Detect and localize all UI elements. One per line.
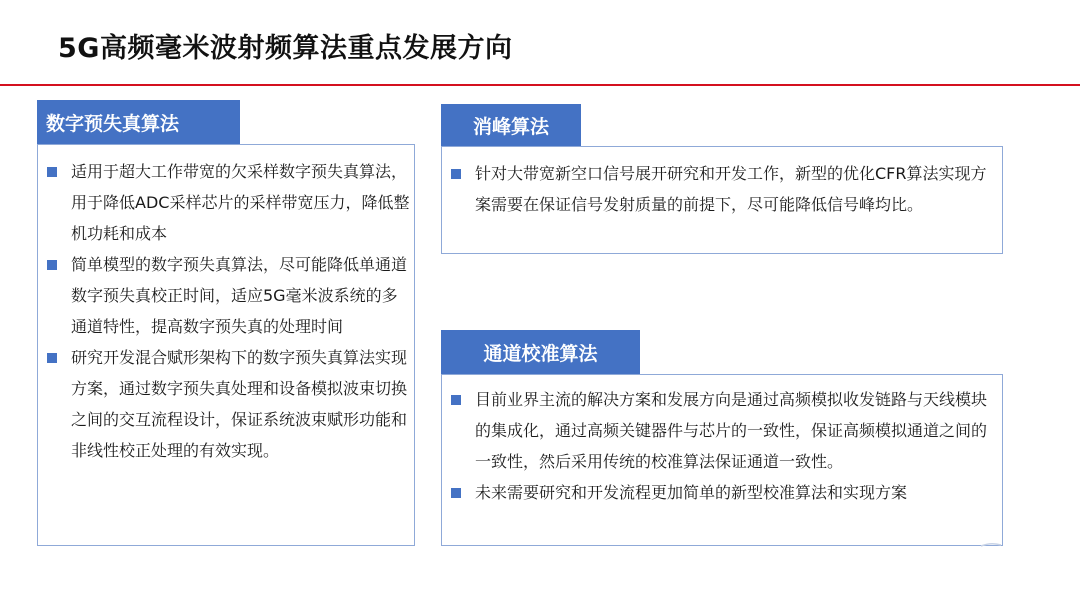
list-item [441,477,1001,508]
list-item-text: 简单模型的数字预失真算法，尽可能降低单通道数字预失真校正时间，适应5G毫米波系统的多通道特性，提高数字预失真的处理时间 [71,255,408,336]
square-bullet-icon [451,395,461,405]
list-item-text: 针对大带宽新空口信号展开研究和开发工作，新型的优化CFR算法实现方案需要在保证信号发射质量的前提下，尽可能降低信号峰均比。 [475,164,987,214]
square-bullet-icon [47,353,57,363]
list-item-text: 目前业界主流的解决方案和发展方向是通过高频模拟收发链路与天线模块的集成化，通过高频关键器件与芯片的一致性，保证高频模拟通道之间的一致性，然后采用传统的校准算法保证通道一致性。 [475,390,988,471]
dpd-bullet-list [37,156,413,466]
calibration-panel-header: 通道校准算法 [441,330,640,374]
square-bullet-icon [47,260,57,270]
dpd-panel-header: 数字预失真算法 [37,100,240,144]
corner-decoration-icon [980,541,1002,547]
cfr-panel-header: 消峰算法 [441,104,581,146]
list-item [37,342,413,466]
square-bullet-icon [451,488,461,498]
list-item-text: 未来需要研究和开发流程更加简单的新型校准算法和实现方案 [475,483,908,502]
square-bullet-icon [47,167,57,177]
list-item [37,156,413,249]
list-item-text: 研究开发混合赋形架构下的数字预失真算法实现方案，通过数字预失真处理和设备模拟波束切换之间的交互流程设计，保证系统波束赋形功能和非线性校正处理的有效实现。 [71,348,408,460]
list-item [37,249,413,342]
list-item-text: 适用于超大工作带宽的欠采样数字预失真算法，用于降低ADC采样芯片的采样带宽压力，降低整机功耗和成本 [71,162,410,243]
list-item [441,158,1001,220]
slide-title: 5G高频毫米波射频算法重点发展方向 [58,33,513,64]
square-bullet-icon [451,169,461,179]
calibration-bullet-list [441,384,1001,508]
title-divider [0,84,1080,86]
list-item [441,384,1001,477]
cfr-bullet-list [441,158,1001,220]
